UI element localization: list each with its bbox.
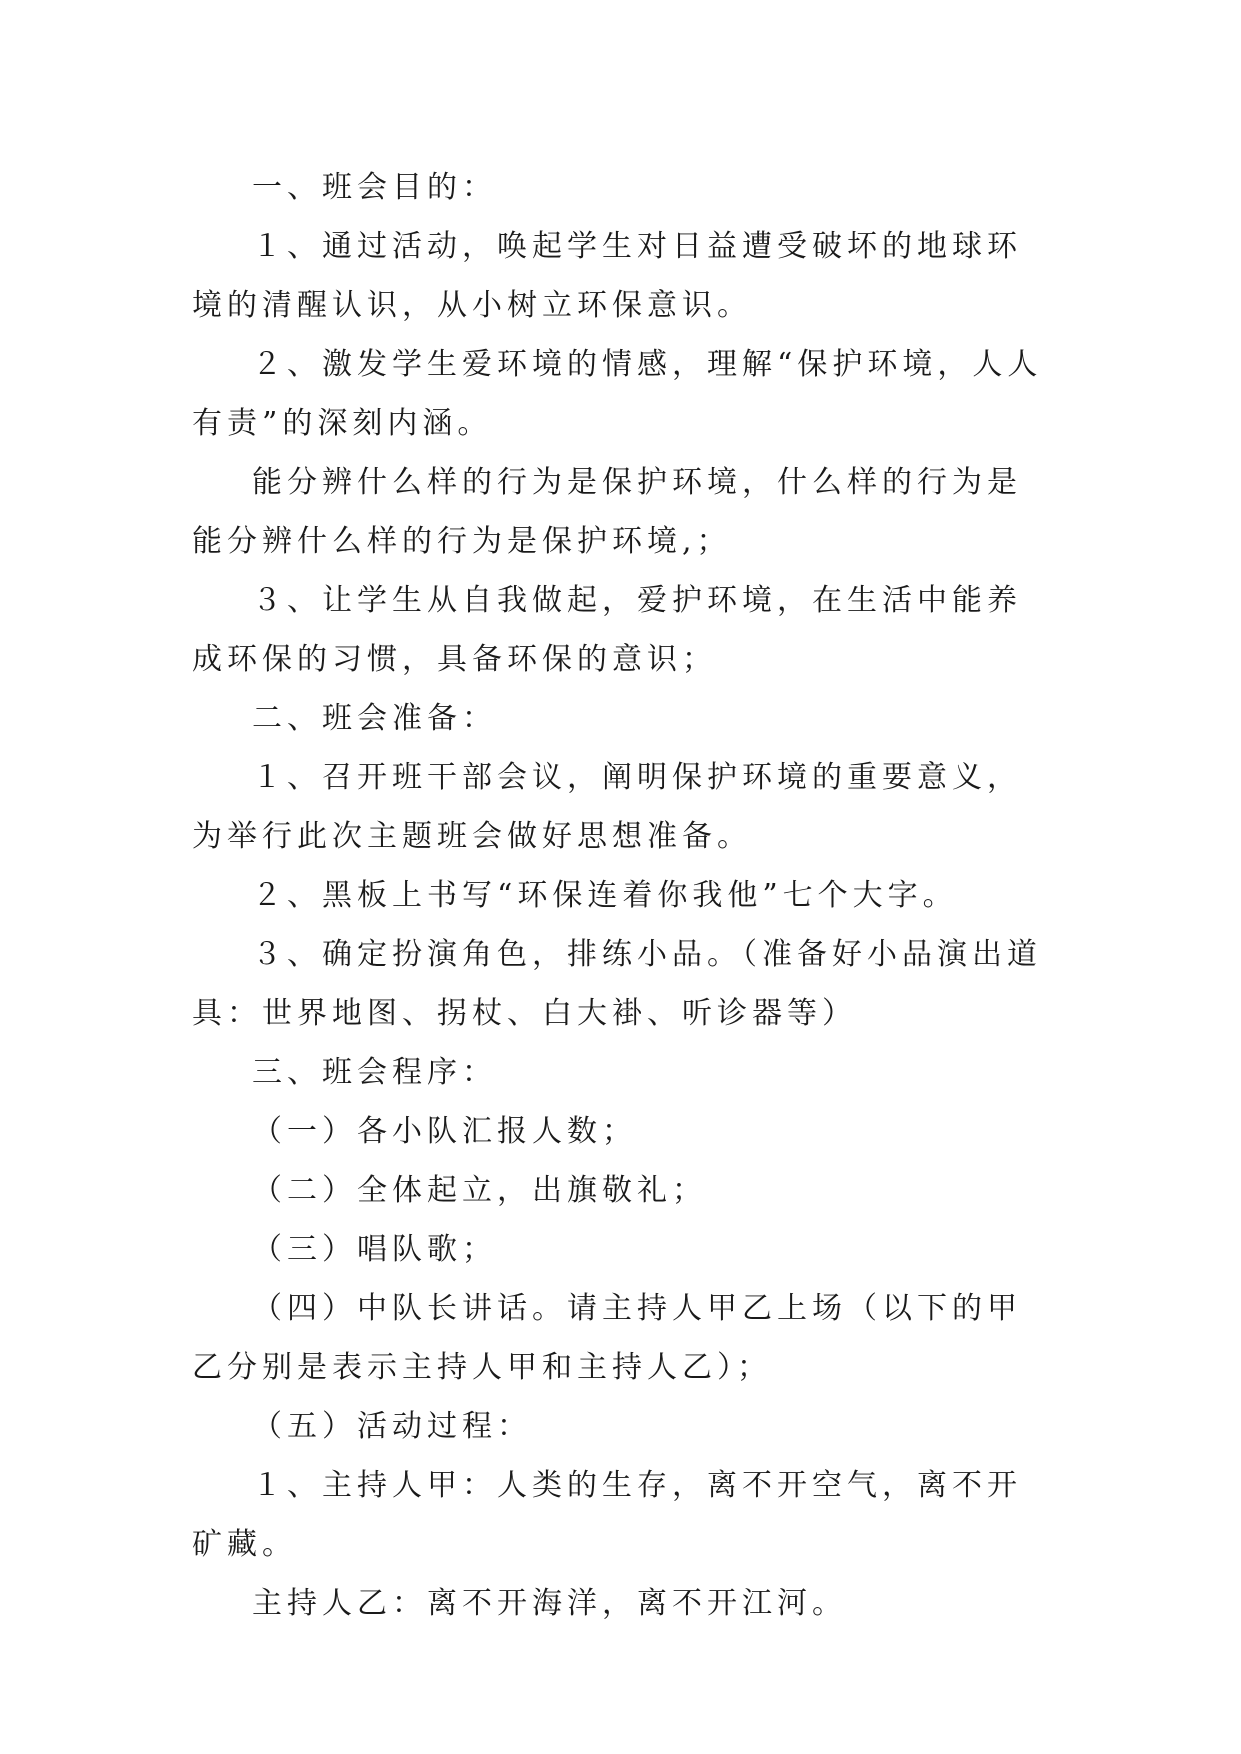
procedure-item-3: （三）唱队歌； <box>252 1232 497 1267</box>
paragraph-purpose-1: １、通过活动，唤起学生对日益遭受破坏的地球环境的清醒认识，从小树立环保意识。 <box>192 229 1022 323</box>
paragraph-preparation-2: ２、黑板上书写“环保连着你我他”七个大字。 <box>252 878 958 913</box>
dialogue-host-b: 主持人乙：离不开海洋，离不开江河。 <box>252 1586 847 1621</box>
dialogue-host-a: １、主持人甲：人类的生存，离不开空气，离不开矿藏。 <box>192 1468 1022 1562</box>
paragraph-purpose-2-continued: 能分辨什么样的行为是保护环境，什么样的行为是能分辨什么样的行为是保护环境,； <box>192 465 1022 559</box>
paragraph-preparation-1: １、召开班干部会议，阐明保护环境的重要意义，为举行此次主题班会做好思想准备。 <box>192 760 1022 854</box>
procedure-item-2: （二）全体起立，出旗敬礼； <box>252 1173 707 1208</box>
heading-meeting-preparation: 二、班会准备： <box>252 701 497 736</box>
paragraph-purpose-3: ３、让学生从自我做起，爱护环境，在生活中能养成环保的习惯，具备环保的意识； <box>192 583 1022 677</box>
document-body <box>192 158 1052 1633</box>
heading-meeting-procedure: 三、班会程序： <box>252 1055 497 1090</box>
heading-meeting-purpose: 一、班会目的： <box>252 170 497 205</box>
paragraph-purpose-2: ２、激发学生爱环境的情感，理解“保护环境，人人有责”的深刻内涵。 <box>192 347 1043 441</box>
paragraph-preparation-3: ３、确定扮演角色，排练小品。（准备好小品演出道具：世界地图、拐杖、白大褂、听诊器等） <box>192 937 1042 1031</box>
procedure-item-1: （一）各小队汇报人数； <box>252 1114 637 1149</box>
procedure-item-4: （四）中队长讲话。请主持人甲乙上场（以下的甲乙分别是表示主持人甲和主持人乙）； <box>192 1291 1022 1385</box>
procedure-item-5: （五）活动过程： <box>252 1409 532 1444</box>
